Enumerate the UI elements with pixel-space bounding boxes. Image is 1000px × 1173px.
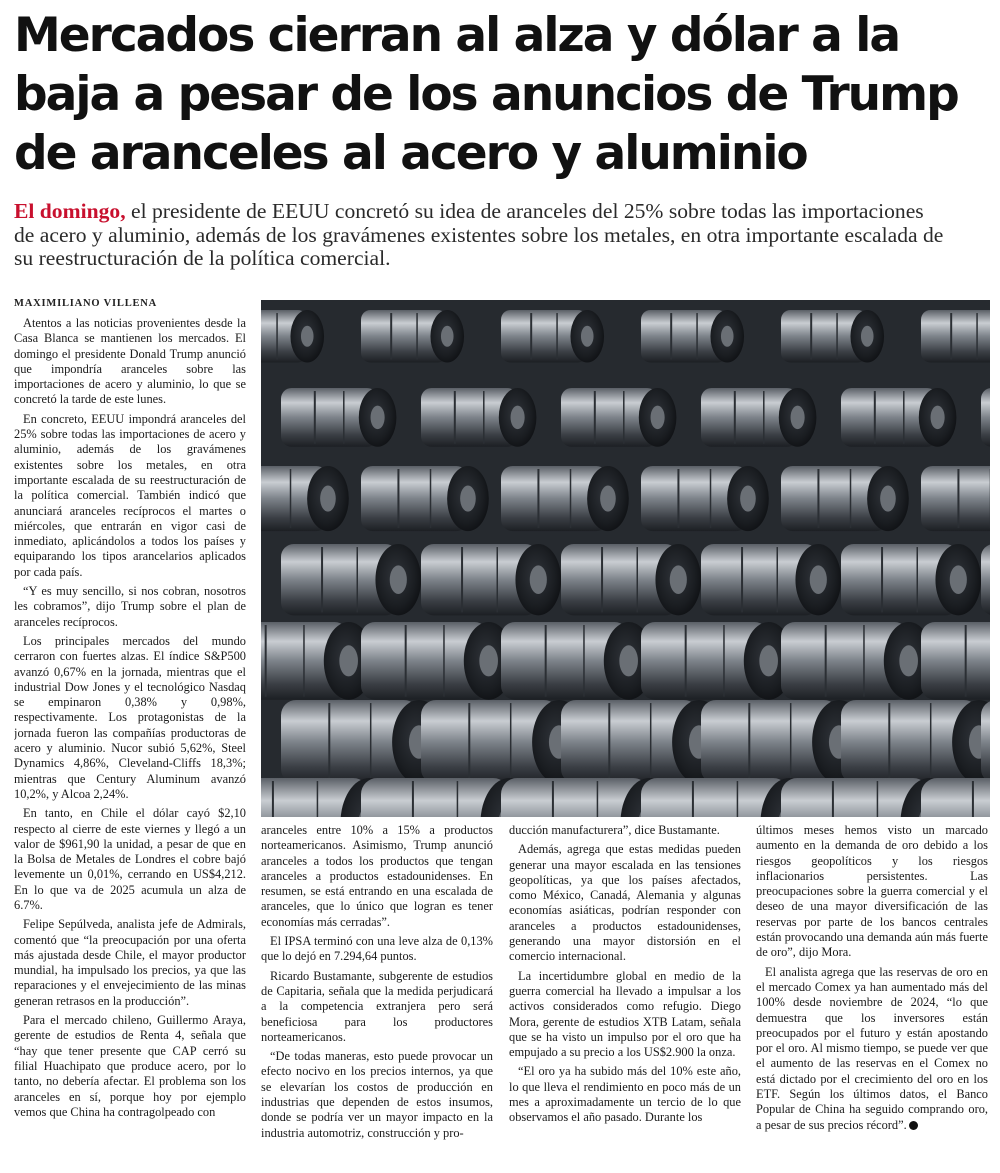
body-paragraph: aranceles entre 10% a 15% a productos norteamericanos. Asimismo, Trump anunció aranceles a todos los productos que tengan aranceles a productos estadounidenses. En resumen, se está entrando en una escalada de aranceles, que lo único que logran es tener economías más cerradas”. [261, 823, 493, 929]
body-paragraph: Los principales mercados del mundo cerraron con fuertes alzas. El índice S&P500 avanzó 0,67% en la jornada, mientras que el industrial Dow Jones y el tecnológico Nasdaq se empinaron 0,38% y 0,98%, respectivamente. Los protagonistas de la jornada fueron las compañías productoras de acero y aluminio. Nucor subió 5,62%, Steel Dynamics 4,86%, Cleveland-Cliffs 18,3%; mientras que Century Aluminum avanzó 10,2%, y Alcoa 2,24%. [14, 633, 246, 801]
steel-coils-illustration [261, 300, 990, 817]
body-paragraph: Para el mercado chileno, Guillermo Araya, gerente de estudios de Renta 4, señala que “hay que tener presente que CAP cerró su filial Huachipato que produce acero, por lo tanto, no debería afectar. El problema son los aranceles en sí, porque hoy por ejemplo vemos que China ha contragolpeado con [14, 1013, 246, 1119]
steel-coil-shape [361, 310, 464, 363]
steel-coil-shape [261, 466, 349, 531]
body-paragraph: El analista agrega que las reservas de oro en el mercado Comex ya han aumentado más del 100% desde noviembre de 2024, “lo que demuestra que los inversores están preocupados por el futuro y están apostando por el oro. Al mismo tiempo, se puede ver que el aumento de las reservas en el Comex no está dictado por el crecimiento del oro en los ETF. Según los últimos datos, el Banco Popular de China ha seguido comprando oro, a pesar de sus precios récord”. [756, 964, 988, 1132]
steel-coil-shape [981, 388, 990, 447]
body-paragraph: El IPSA terminó con una leve alza de 0,13% que lo dejó en 7.294,64 puntos. [261, 934, 493, 964]
steel-coils-photo [261, 300, 990, 817]
steel-coil-shape [701, 388, 816, 447]
steel-coil-shape [781, 466, 909, 531]
steel-coil-shape [361, 622, 514, 700]
steel-coil-shape [561, 544, 701, 615]
column-4 [756, 823, 988, 1163]
column-2 [261, 823, 493, 1163]
body-paragraph: “El oro ya ha subido más del 10% este año, lo que lleva el rendimiento en poco más de un mes a aproximadamente un tercio de lo que observamos el año pasado. Durante los [509, 1064, 741, 1125]
lede-lead: El domingo, [14, 199, 126, 223]
byline: MAXIMILIANO VILLENA [14, 298, 158, 309]
body-paragraph: “De todas maneras, esto puede provocar un efecto nocivo en los precios internos, ya que se elevarían los costos de producción en industrias que dependen de estos insumos, donde se podría ver un mayor impacto en la industria automotriz, construcción y pro- [261, 1049, 493, 1140]
end-of-article-icon [909, 1121, 918, 1130]
body-paragraph: Atentos a las noticias provenientes desde la Casa Blanca se mantienen los mercados. El domingo el presidente Donald Trump anunció que impondría aranceles sobre las importaciones de acero y aluminio, lo que se concretó la tarde de este lunes. [14, 316, 246, 407]
steel-coil-shape [281, 388, 396, 447]
steel-coil-shape [921, 778, 990, 817]
steel-coil-shape [641, 466, 769, 531]
body-paragraph: Felipe Sepúlveda, analista jefe de Admirals, comentó que “la preocupación por una oferta más ajustada desde Chile, el mayor productor mundial, ha impulsado los precios, ya que las reparaciones y el envejecimiento de las minas generan retrasos en la producción”. [14, 917, 246, 1008]
steel-coil-shape [361, 466, 489, 531]
column-3 [509, 823, 741, 1163]
steel-coil-shape [841, 544, 981, 615]
steel-coil-shape [841, 700, 990, 784]
steel-coil-shape [421, 388, 536, 447]
body-paragraph: “Y es muy sencillo, si nos cobran, nosotros les cobramos”, dijo Trump sobre el plan de aranceles recíprocos. [14, 584, 246, 629]
body-paragraph: La incertidumbre global en medio de la guerra comercial ha llevado a impulsar a los activos considerados como refugio. Diego Mora, gerente de estudios XTB Latam, señala que se ha visto un impulso por el oro que ha empujado a su precio a los US$2.900 la onza. [509, 968, 741, 1060]
steel-coil-shape [641, 622, 794, 700]
lede [14, 200, 944, 271]
body-paragraph: Ricardo Bustamante, subgerente de estudios de Capitaria, señala que la medida perjudicará a la competencia extranjera pero será beneficiosa para los productores norteamericanos. [261, 968, 493, 1044]
steel-coil-shape [641, 310, 744, 363]
headline: Mercados cierran al alza y dólar a la baja a pesar de los anuncios de Trump de aranceles al acero y aluminio [14, 8, 958, 181]
steel-coil-shape [921, 310, 990, 363]
steel-coil-shape [921, 466, 990, 531]
steel-coil-shape [261, 310, 324, 363]
steel-coil-shape [841, 388, 956, 447]
steel-coil-shape [981, 544, 990, 615]
steel-coil-shape [781, 310, 884, 363]
lede-text: el presidente de EEUU concretó su idea de aranceles del 25% sobre todas las importaciones de acero y aluminio, además de los gravámenes existentes sobre los metales, en otra importante escalada de su reestructuración de la política comercial. [14, 199, 944, 270]
steel-coil-shape [561, 388, 676, 447]
steel-coil-shape [501, 310, 604, 363]
body-paragraph: En tanto, en Chile el dólar cayó $2,10 respecto al cierre de este viernes y llegó a un valor de $961,90 la unidad, a pesar de que en la Bolsa de Metales de Londres el cobre bajó levemente un 0,01%, cerrando en US$4,212. En lo que va de 2025 acumula un alza de 6.7%. [14, 806, 246, 912]
body-paragraph: ducción manufacturera”, dice Bustamante. [509, 823, 720, 837]
steel-coil-shape [421, 544, 561, 615]
steel-coil-shape [501, 622, 654, 700]
steel-coil-shape [261, 622, 374, 700]
steel-coil-shape [701, 544, 841, 615]
column-1 [14, 316, 246, 1170]
steel-coil-shape [781, 622, 934, 700]
steel-coil-shape [921, 622, 990, 700]
steel-coil-shape [501, 466, 629, 531]
body-paragraph: Además, agrega que estas medidas pueden generar una mayor escalada en las tensiones geopolíticas, ya que los países afectados, como México, Canadá, Alemania y algunas economías asiáticas, podrían responder con aranceles a productos estadounidenses, generando una mayor distorsión en el comercio internacional. [509, 842, 741, 964]
steel-coil-shape [981, 700, 990, 784]
steel-coil-shape [281, 544, 421, 615]
body-paragraph: últimos meses hemos visto un marcado aumento en la demanda de oro debido a los riesgos geopolíticos y los riesgos inflacionarios persistentes. Las preocupaciones sobre la guerra comercial y el deseo de una mayor diversificación de las reservas por parte de los bancos centrales están provocando una demanda aún más fuerte de oro”, dijo Mora. [756, 823, 988, 960]
body-paragraph: En concreto, EEUU impondrá aranceles del 25% sobre todas las importaciones de acero y aluminio, además de los gravámenes existentes sobre los metales, en otra importante escalada de su reestructuración de la política comercial. También indicó que anunciará aranceles recíprocos el martes o miércoles, que entrarán en vigor casi de inmediato, aplicándolos a todos los países y equiparando los tipos arancelarios aplicados por cada país. [14, 411, 246, 579]
